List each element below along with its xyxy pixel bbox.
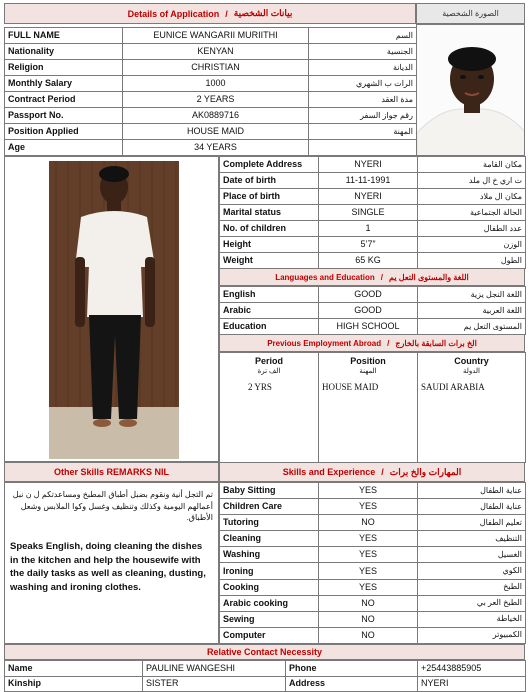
applicant-full-photo xyxy=(4,156,219,462)
detail-label-ar: مكان القامة xyxy=(418,157,526,173)
personal-row xyxy=(5,76,417,92)
personal-row xyxy=(5,28,417,44)
skill-row xyxy=(220,563,526,579)
skill-label-ar: عناية الطفال xyxy=(418,499,526,515)
skill-label-ar: الطبخ xyxy=(418,579,526,595)
personal-label: Age xyxy=(5,140,123,156)
skill-label: Ironing xyxy=(220,563,319,579)
contact-name-label: Name xyxy=(5,661,143,677)
skill-label: Cleaning xyxy=(220,531,319,547)
personal-label-ar: المهنة xyxy=(309,124,417,140)
detail-label-ar: ت اري خ ال ملد xyxy=(418,173,526,189)
language-label-ar: اللغة العربية xyxy=(418,303,526,319)
personal-row xyxy=(5,108,417,124)
remarks-arabic: تم التجل أنية ونقوم بضبل أطباق المطبخ ومساعدتكم ل ن نبل أعمالهم اليومية وكذلك وتنظيف وغسل وكوا الملابس وشعل الأطباق. xyxy=(12,490,213,523)
detail-label: Complete Address xyxy=(220,157,319,173)
detail-row xyxy=(220,237,526,253)
languages-table xyxy=(219,286,525,334)
language-row xyxy=(220,303,526,319)
detail-label: No. of children xyxy=(220,221,319,237)
detail-value: 65 KG xyxy=(319,253,418,269)
personal-label: FULL NAME xyxy=(5,28,123,44)
personal-label-ar xyxy=(309,140,417,156)
contact-kinship-value: SISTER xyxy=(143,676,286,692)
contact-name-value: PAULINE WANGESHI xyxy=(143,661,286,677)
skills-header: Skills and Experience / المهارات والخ برات xyxy=(219,462,525,482)
personal-info-table xyxy=(4,27,416,155)
skills-table xyxy=(219,482,525,644)
col-country: Country الدولة xyxy=(418,353,526,381)
skill-row xyxy=(220,483,526,499)
personal-value: KENYAN xyxy=(123,44,309,60)
language-label-ar: اللغة النجل يزية xyxy=(418,287,526,303)
personal-row xyxy=(5,44,417,60)
skill-value: YES xyxy=(319,499,418,515)
skill-value: YES xyxy=(319,563,418,579)
skill-label-ar: الخياطة xyxy=(418,611,526,627)
language-label: English xyxy=(220,287,319,303)
other-skills-header: Other Skills REMARKS NIL xyxy=(4,462,219,482)
skill-label-ar: التنظيف xyxy=(418,531,526,547)
detail-label: Place of birth xyxy=(220,189,319,205)
language-value: HIGH SCHOOL xyxy=(319,319,418,335)
contact-table xyxy=(4,660,525,692)
emp-country: SAUDI ARABIA xyxy=(418,381,526,463)
full-body-image xyxy=(5,157,219,462)
language-label: Arabic xyxy=(220,303,319,319)
contact-address-label: Address xyxy=(286,676,418,692)
skill-row xyxy=(220,611,526,627)
personal-label-ar: رقم جواز السفر xyxy=(309,108,417,124)
personal-row xyxy=(5,140,417,156)
detail-label: Marital status xyxy=(220,205,319,221)
personal-row xyxy=(5,92,417,108)
personal-label: Contract Period xyxy=(5,92,123,108)
detail-label: Height xyxy=(220,237,319,253)
personal-value: 1000 xyxy=(123,76,309,92)
personal-label-ar: السم xyxy=(309,28,417,44)
personal-label: Position Applied xyxy=(5,124,123,140)
skill-row xyxy=(220,547,526,563)
emp-period: 2 YRS xyxy=(220,381,319,463)
language-row xyxy=(220,319,526,335)
detail-row xyxy=(220,253,526,269)
contact-phone-label: Phone xyxy=(286,661,418,677)
personal-value: 34 YEARS xyxy=(123,140,309,156)
personal-label-ar: الجنسية xyxy=(309,44,417,60)
skill-value: NO xyxy=(319,611,418,627)
contact-address-value: NYERI xyxy=(418,676,526,692)
personal-label: Monthly Salary xyxy=(5,76,123,92)
header-title-en: Details of Application xyxy=(127,8,220,19)
language-label: Education xyxy=(220,319,319,335)
personal-value: 2 YEARS xyxy=(123,92,309,108)
personal-label: Nationality xyxy=(5,44,123,60)
detail-label-ar: عدد الطفال xyxy=(418,221,526,237)
skill-label: Washing xyxy=(220,547,319,563)
detail-row xyxy=(220,205,526,221)
skill-label: Baby Sitting xyxy=(220,483,319,499)
contact-kinship-label: Kinship xyxy=(5,676,143,692)
skill-row xyxy=(220,579,526,595)
language-value: GOOD xyxy=(319,287,418,303)
detail-label-ar: الوزن xyxy=(418,237,526,253)
skill-value: NO xyxy=(319,515,418,531)
personal-label: Passport No. xyxy=(5,108,123,124)
col-period: Period الف ترة xyxy=(220,353,319,381)
skill-label: Computer xyxy=(220,627,319,643)
emp-position: HOUSE MAID xyxy=(319,381,418,463)
detail-value: 1 xyxy=(319,221,418,237)
skill-label: Sewing xyxy=(220,611,319,627)
languages-header: Languages and Education / اللغة والمستوى التعل يم xyxy=(219,268,525,286)
language-row xyxy=(220,287,526,303)
applicant-face-photo xyxy=(416,24,525,156)
skill-label-ar: الغسيل xyxy=(418,547,526,563)
language-value: GOOD xyxy=(319,303,418,319)
skill-label: Children Care xyxy=(220,499,319,515)
personal-value: HOUSE MAID xyxy=(123,124,309,140)
detail-label: Weight xyxy=(220,253,319,269)
contact-header: Relative Contact Necessity xyxy=(4,644,525,660)
detail-row xyxy=(220,189,526,205)
personal-label: Religion xyxy=(5,60,123,76)
detail-value: NYERI xyxy=(319,157,418,173)
remarks-english: Speaks English, doing cleaning the dishes in the kitchen and help the housewife with the daily tasks as well as cleaning, dusting, washing and ironing clothes. xyxy=(10,540,206,594)
skill-value: YES xyxy=(319,483,418,499)
detail-label: Date of birth xyxy=(220,173,319,189)
employment-table xyxy=(219,352,525,462)
personal-value: CHRISTIAN xyxy=(123,60,309,76)
personal-row xyxy=(5,124,417,140)
header-title-ar: بيانات الشخصية xyxy=(233,8,293,18)
contact-phone-value: +25443885905 xyxy=(418,661,526,677)
application-header: Details of Application / بيانات الشخصية xyxy=(4,3,416,24)
personal-label-ar: الديانة xyxy=(309,60,417,76)
skill-row xyxy=(220,499,526,515)
remarks-box xyxy=(4,482,219,644)
face-portrait-image xyxy=(417,25,525,156)
skill-label-ar: الكوي xyxy=(418,563,526,579)
detail-label-ar: مكان ال ملاد xyxy=(418,189,526,205)
personal-value: AK0889716 xyxy=(123,108,309,124)
detail-row xyxy=(220,221,526,237)
skill-label: Tutoring xyxy=(220,515,319,531)
skill-label: Cooking xyxy=(220,579,319,595)
detail-value: NYERI xyxy=(319,189,418,205)
skill-label-ar: تعليم الطفال xyxy=(418,515,526,531)
skill-row xyxy=(220,531,526,547)
detail-value: SINGLE xyxy=(319,205,418,221)
photo-label: الصورة الشخصية xyxy=(416,3,525,24)
personal-label-ar: مدة العقد xyxy=(309,92,417,108)
detail-row xyxy=(220,157,526,173)
detail-value: 11-11-1991 xyxy=(319,173,418,189)
employment-header: Previous Employment Abroad / الخ برات السابقة بالخارج xyxy=(219,334,525,352)
skill-label-ar: الطبخ العر بي xyxy=(418,595,526,611)
language-label-ar: المستوى التعل يم xyxy=(418,319,526,335)
detail-row xyxy=(220,173,526,189)
skill-label-ar: الكمبيوتر xyxy=(418,627,526,643)
col-position: Position المهنة xyxy=(319,353,418,381)
skill-label-ar: عناية الطفال xyxy=(418,483,526,499)
skill-value: YES xyxy=(319,579,418,595)
skill-value: NO xyxy=(319,627,418,643)
detail-label-ar: الطول xyxy=(418,253,526,269)
skill-value: YES xyxy=(319,547,418,563)
skill-value: NO xyxy=(319,595,418,611)
details-table xyxy=(219,156,525,268)
skill-value: YES xyxy=(319,531,418,547)
detail-label-ar: الحالة الجتماعية xyxy=(418,205,526,221)
skill-row xyxy=(220,627,526,643)
personal-label-ar: الرات ب الشهري xyxy=(309,76,417,92)
personal-row xyxy=(5,60,417,76)
skill-row xyxy=(220,515,526,531)
detail-value: 5’7” xyxy=(319,237,418,253)
personal-value: EUNICE WANGARII MURIITHI xyxy=(123,28,309,44)
skill-label: Arabic cooking xyxy=(220,595,319,611)
skill-row xyxy=(220,595,526,611)
